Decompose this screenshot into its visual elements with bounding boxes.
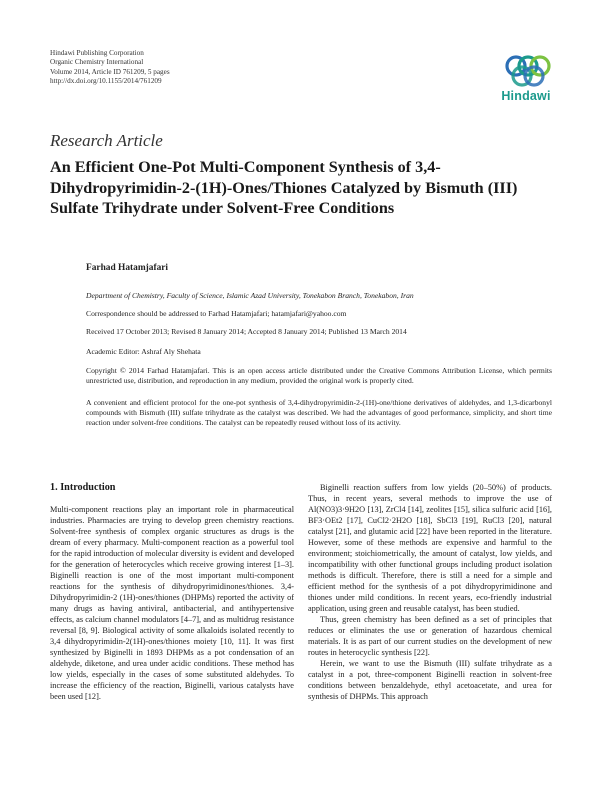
article-title: An Efficient One-Pot Multi-Component Synthesis of 3,4-Dihydropyrimidin-2-(1H)-Ones/Thiones Catalyzed by Bismuth (III) Sulfate Trihydrate under Solvent-Free Conditions (50, 158, 518, 218)
section-heading: 1. Introduction (50, 482, 116, 493)
body-column-left (50, 482, 294, 702)
publisher-name: Hindawi Publishing Corporation (50, 49, 144, 57)
abstract: A convenient and efficient protocol for the one-pot synthesis of 3,4-dihydropyrimidin-2-(1H)-one/thione derivatives of aldehydes, and 1,3-dicarbonyl compounds with Bismuth (III) sulfate trihydrate as the catalyst was described. We had the advantages of good performance, simplicity, and short time reaction under solvent-free conditions. The catalyst can be repeatedly reused without loss of its activity. (86, 398, 552, 427)
article-type: Research Article (50, 131, 163, 150)
doi-link[interactable]: http://dx.doi.org/10.1155/2014/761209 (50, 77, 162, 86)
intro-paragraph-4: Herein, we want to use the Bismuth (III) sulfate trihydrate as a catalyst in a pot, three-component Biginelli reaction in solvent-free conditions between benzaldehyde, ethyl acetoacetate, and urea for synthesis of DHPMs. This approach (308, 659, 552, 701)
body-column-right (308, 482, 552, 702)
hindawi-logo-text: Hindawi (501, 89, 551, 103)
volume-info: Volume 2014, Article ID 761209, 5 pages (50, 67, 170, 76)
academic-editor: Academic Editor: Ashraf Aly Shehata (86, 347, 201, 356)
correspondence: Correspondence should be addressed to Farhad Hatamjafari; hatamjafari@yahoo.com (86, 309, 347, 318)
intro-paragraph-1: Multi-component reactions play an important role in pharmaceutical industries. Pharmacies are trying to develop green chemistry reactions. Solvent-free synthesis of complex organic structures as drugs is the dream of every pharmacy. Multi-component reaction as a powerful tool for the rapid introduction of molecular diversity is evident and developed for the generation of heterocycles which receive growing interest [1–3]. Biginelli reaction is one of the most important multi-component reactions for the synthesis of dihydropyrimidinones/thiones. 3,4-Dihydropyrimidin-2 (1H)-ones/thiones (DHPMs) reported the activity of many drugs as having antiviral, antibacterial, and antihypertensive effects, as calcium channel modulators [4–7], and as multidrug resistance reversal [8, 9]. Biological activity of some alkaloids isolated recently to 3,4 dihydropyrimidin-2(1H)-ones/thiones moiety [10, 11]. It was first synthesized by Biginelli in 1893 DHPMs as a pot condensation of an aldehyde, diketone, and urea under acidic conditions. These method has low yields, especially in the cases of some substituted aldehydes. To increase the efficiency of the reaction, Biginelli, various catalysts have been used [12]. (50, 505, 294, 701)
author-name: Farhad Hatamjafari (86, 263, 169, 273)
journal-header (50, 49, 170, 87)
journal-name: Organic Chemistry International (50, 58, 144, 67)
affiliation: Department of Chemistry, Faculty of Science, Islamic Azad University, Tonekabon Branch, Tonekabon, Iran (86, 291, 414, 300)
intro-paragraph-2: Biginelli reaction suffers from low yields (20–50%) of products. Thus, in recent years, several methods to improve the use of Al(NO3)3·9H2O [13], ZrCl4 [14], zeolites [15], silica sulfuric acid [16], BF3·OEt2 [17], CuCl2·2H2O [18], SbCl3 [19], RuCl3 [20], natural catalyst [21], and glutamic acid [22] have been reported in the literature. However, some of these methods are expensive and harmful to the environment; stoichiometrically, the amount of catalyst, low yields, and incompatibility with other functional groups including product isolation methods is difficult. Therefore, there is still a need for a simple and efficient method for the synthesis of a pot dihydropyrimidinone and thiones under mild conditions. In recent years, eco-friendly industrial application, using green and reusable catalyst, has been studied. (308, 483, 552, 613)
copyright-notice: Copyright © 2014 Farhad Hatamjafari. This is an open access article distributed under the Creative Commons Attribution License, which permits unrestricted use, distribution, and reproduction in any medium, provided the original work is properly cited. (86, 366, 552, 385)
publication-dates: Received 17 October 2013; Revised 8 January 2014; Accepted 8 January 2014; Published 13 March 2014 (86, 327, 407, 336)
intro-paragraph-3: Thus, green chemistry has been defined as a set of principles that reduces or eliminates the use or generation of hazardous chemical materials. It is as part of our current studies on the development of new routes in heterocyclic synthesis [22]. (308, 615, 552, 657)
